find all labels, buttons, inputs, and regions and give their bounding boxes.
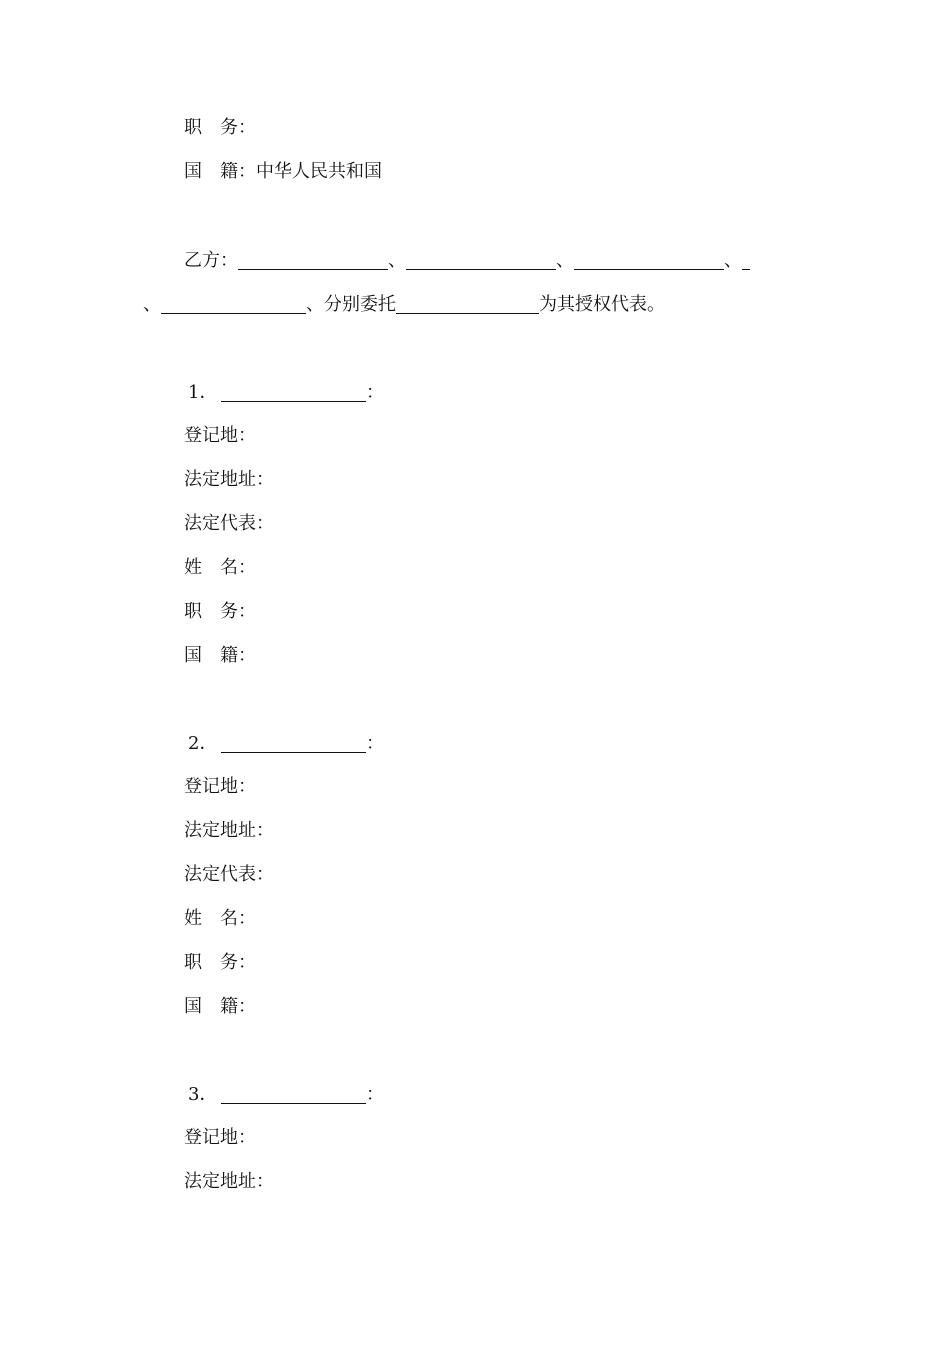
- party-b-blank-3[interactable]: [574, 251, 724, 270]
- entrust-text: 分别委托: [324, 294, 396, 315]
- entity-1-name-blank[interactable]: [221, 383, 366, 402]
- registration-label: 登记地：: [184, 425, 256, 446]
- nationality-value: 中华人民共和国: [256, 161, 382, 182]
- heading-colon: ：: [366, 1084, 384, 1105]
- party-b-blank-1[interactable]: [238, 251, 388, 270]
- legal-address-label: 法定地址：: [184, 1171, 274, 1192]
- party-b-blank-2[interactable]: [406, 251, 556, 270]
- party-b-blank-5[interactable]: [161, 295, 306, 314]
- entity-number: 3．: [188, 1084, 218, 1105]
- entity-number: 2．: [188, 733, 218, 754]
- legal-rep-label: 法定代表：: [184, 513, 274, 534]
- representative-blank[interactable]: [396, 295, 539, 314]
- party-b-line: [184, 249, 750, 273]
- entity-number: 1．: [188, 382, 218, 403]
- party-a-position: [184, 116, 256, 140]
- heading-colon: ：: [366, 733, 384, 754]
- position-label: 职 务：: [184, 952, 256, 973]
- position-label: 职 务：: [184, 117, 256, 138]
- nationality-label: 国 籍：: [184, 161, 256, 182]
- name-label: 姓 名：: [184, 557, 256, 578]
- separator: 、: [143, 294, 161, 315]
- heading-colon: ：: [366, 382, 384, 403]
- nationality-label: 国 籍：: [184, 645, 256, 666]
- name-label: 姓 名：: [184, 908, 256, 929]
- party-b-label: 乙方：: [184, 250, 238, 271]
- separator: 、: [556, 250, 574, 271]
- registration-label: 登记地：: [184, 1127, 256, 1148]
- representative-text: 为其授权代表。: [539, 294, 665, 315]
- party-b-blank-4[interactable]: [742, 251, 750, 270]
- party-a-nationality: [184, 160, 382, 184]
- entity-2-name-blank[interactable]: [221, 734, 366, 753]
- party-b-line-2: [143, 293, 665, 317]
- legal-rep-label: 法定代表：: [184, 864, 274, 885]
- entity-3-name-blank[interactable]: [221, 1085, 366, 1104]
- entity-1-heading: [184, 381, 384, 405]
- entity-3-heading: [184, 1083, 384, 1107]
- legal-address-label: 法定地址：: [184, 820, 274, 841]
- registration-label: 登记地：: [184, 776, 256, 797]
- separator: 、: [388, 250, 406, 271]
- legal-address-label: 法定地址：: [184, 469, 274, 490]
- separator: 、: [724, 250, 742, 271]
- separator: 、: [306, 294, 324, 315]
- position-label: 职 务：: [184, 601, 256, 622]
- nationality-label: 国 籍：: [184, 996, 256, 1017]
- entity-2-heading: [184, 732, 384, 756]
